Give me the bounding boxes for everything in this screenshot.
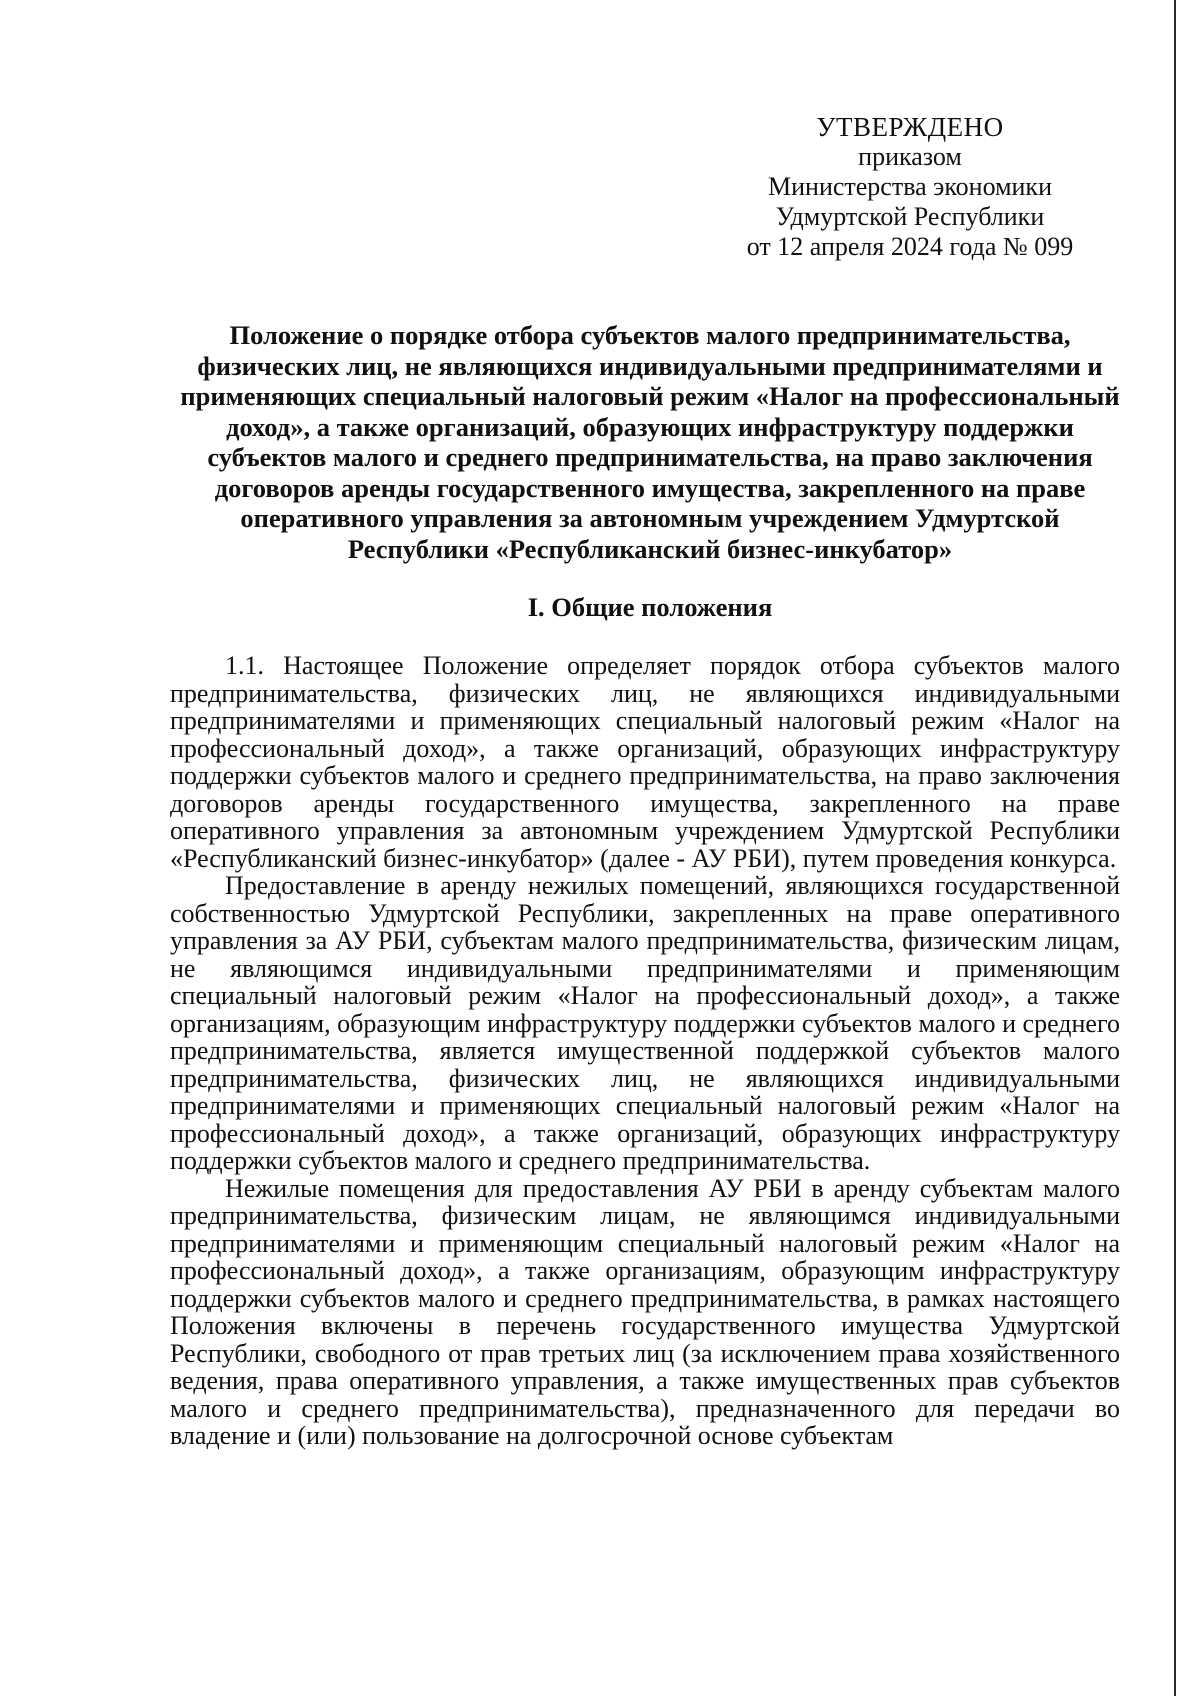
approval-line-ministry: Министерства экономики	[768, 172, 1052, 201]
approval-stamp-block	[720, 112, 1100, 262]
approval-line-order: приказом	[858, 142, 962, 171]
paragraph-3: Нежилые помещения для предоставления АУ РБИ в аренду субъектам малого предпринимательства, физическим лицам, не являющимся индивидуальными предпринимателями и применяющим специальный налоговый режим «Налог на профессиональный доход», а также организациям, образующим инфраструктуру поддержки субъектов малого и среднего предпринимательства, в рамках настоящего Положения включены в перечень государственного имущества Удмуртской Республики, свободного от прав третьих лиц (за исключением права хозяйственного ведения, права оперативного управления, а также имущественных прав субъектов малого и среднего предпринимательства), предназначенного для передачи во владение и (или) пользование на долгосрочной основе субъектам	[170, 1173, 1120, 1450]
document-title: Положение о порядке отбора субъектов малого предпринимательства, физических лиц, не являющихся индивидуальными предпринимателями и применяющих специальный налоговый режим «Налог на профессиональный доход», а также организаций, образующих инфраструктуру поддержки субъектов малого и среднего предпринимательства, на право заключения договоров аренды государственного имущества, закрепленного на праве оперативного управления за автономным учреждением Удмуртской Республики «Республиканский бизнес-инкубатор»	[180, 320, 1120, 564]
approval-line-republic: Удмуртской Республики	[775, 202, 1045, 231]
paragraph-2: Предоставление в аренду нежилых помещений, являющихся государственной собственностью Удмуртской Республики, закрепленных на праве оперативного управления за АУ РБИ, субъектам малого предпринимательства, физическим лицам, не являющимся индивидуальными предпринимателями и применяющим специальный налоговый режим «Налог на профессиональный доход», а также организациям, образующим инфраструктуру поддержки субъектов малого и среднего предпринимательства, является имущественной поддержкой субъектов малого предпринимательства, физических лиц, не являющихся индивидуальными предпринимателями и применяющих специальный налоговый режим «Налог на профессиональный доход», а также организаций, образующих инфраструктуру поддержки субъектов малого и среднего предпринимательства.	[170, 871, 1120, 1175]
approval-line-date: от 12 апреля 2024 года № 099	[746, 232, 1074, 261]
paragraph-1-1: 1.1. Настоящее Положение определяет порядок отбора субъектов малого предпринимательства, физических лиц, не являющихся индивидуальными предпринимателями и применяющих специальный налоговый режим «Налог на профессиональный доход», а также организаций, образующих инфраструктуру поддержки субъектов малого и среднего предпринимательства, на право заключения договоров аренды государственного имущества, закрепленного на праве оперативного управления за автономным учреждением Удмуртской Республики «Республиканский бизнес-инкубатор» (далее - АУ РБИ), путем проведения конкурса.	[170, 651, 1120, 873]
scan-border-line	[1174, 0, 1176, 1696]
approval-status: УТВЕРЖДЕНО	[816, 112, 1004, 142]
section-heading: I. Общие положения	[527, 592, 773, 622]
document-body	[170, 652, 1120, 1450]
